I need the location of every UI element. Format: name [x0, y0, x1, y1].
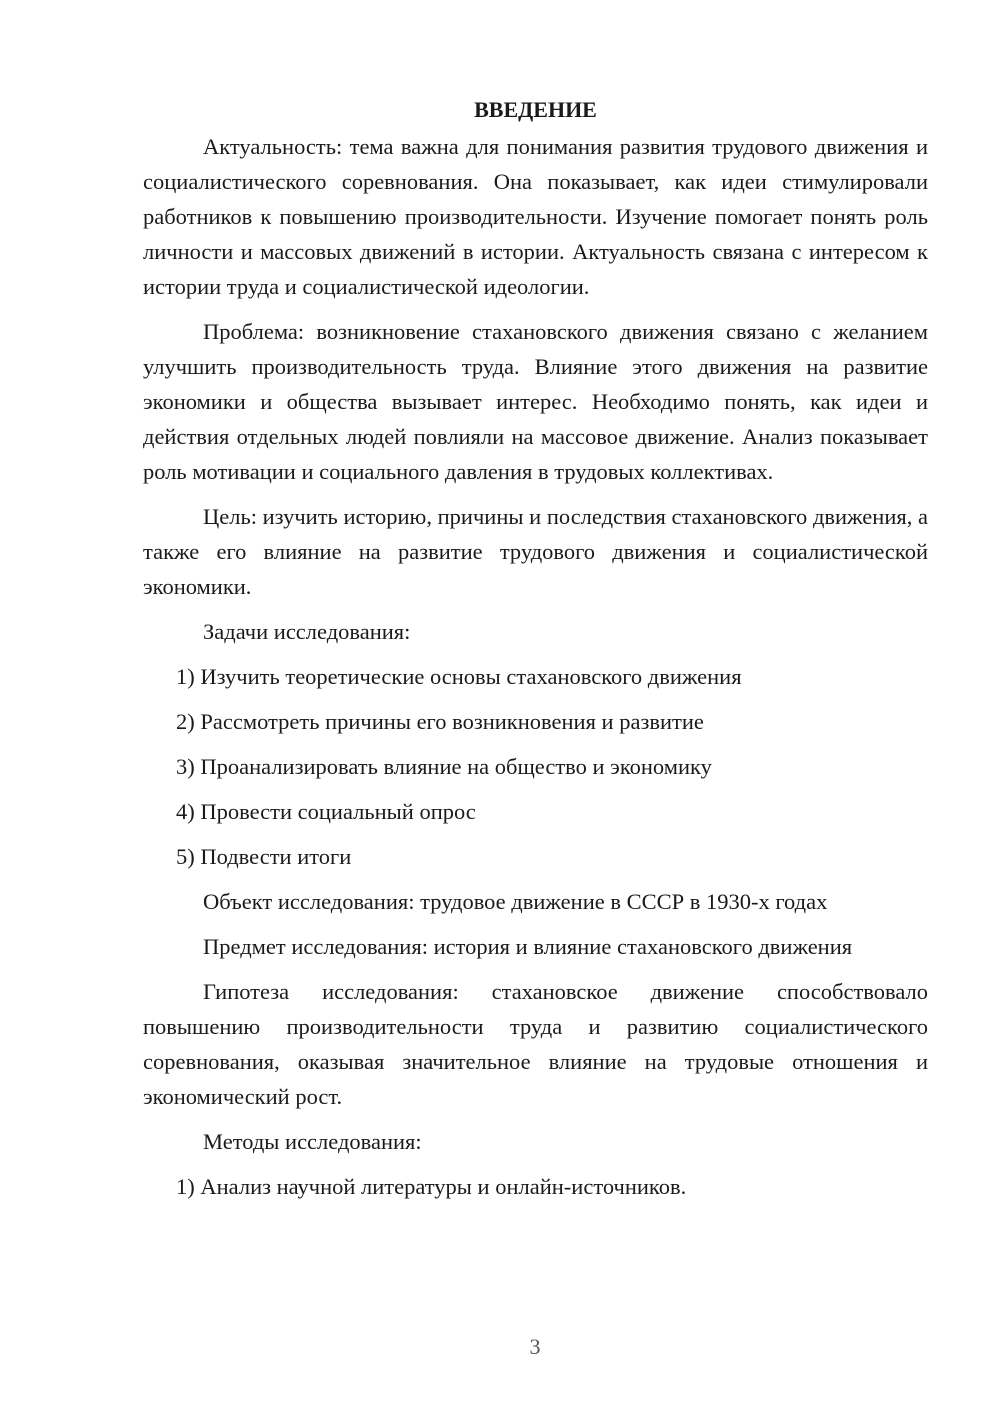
hypothesis-paragraph: Гипотеза исследования: стахановское движение способствовало повышению производительности труда и развитию социалистического соревнования, оказывая значительное влияние на трудовые отношения и экономический рост. — [143, 979, 928, 1109]
list-item: 4) Провести социальный опрос — [176, 799, 476, 824]
list-item: 5) Подвести итоги — [176, 844, 352, 869]
relevance-paragraph: Актуальность: тема важна для понимания развития трудового движения и социалистического соревнования. Она показывает, как идеи стимулировали работников к повышению производительности. Изучение помогает понять роль личности и массовых движений в истории. Актуальность связана с интересом к истории труда и социалистической идеологии. — [143, 134, 928, 299]
page-number: 3 — [529, 1334, 541, 1359]
methods-title: Методы исследования: — [203, 1129, 422, 1154]
object-paragraph: Объект исследования: трудовое движение в СССР в 1930-х годах — [203, 889, 828, 914]
goal-paragraph: Цель: изучить историю, причины и последствия стахановского движения, а также его влияние на развитие трудового движения и социалистической экономики. — [143, 504, 928, 599]
list-item: 3) Проанализировать влияние на общество и экономику — [176, 754, 712, 779]
page-content — [143, 92, 928, 1214]
section-heading: ВВЕДЕНИЕ — [474, 97, 597, 122]
problem-paragraph: Проблема: возникновение стахановского движения связано с желанием улучшить производительность труда. Влияние этого движения на развитие экономики и общества вызывает интерес. Необходимо понять, как идеи и действия отдельных людей повлияли на массовое движение. Анализ показывает роль мотивации и социального давления в трудовых коллективах. — [143, 319, 928, 484]
tasks-list — [143, 659, 928, 874]
tasks-title: Задачи исследования: — [203, 619, 411, 644]
list-item: 1) Изучить теоретические основы стахановского движения — [176, 664, 742, 689]
subject-paragraph: Предмет исследования: история и влияние стахановского движения — [203, 934, 853, 959]
list-item: 1) Анализ научной литературы и онлайн-источников. — [176, 1174, 687, 1199]
list-item: 2) Рассмотреть причины его возникновения и развитие — [176, 709, 704, 734]
methods-list — [143, 1169, 928, 1204]
